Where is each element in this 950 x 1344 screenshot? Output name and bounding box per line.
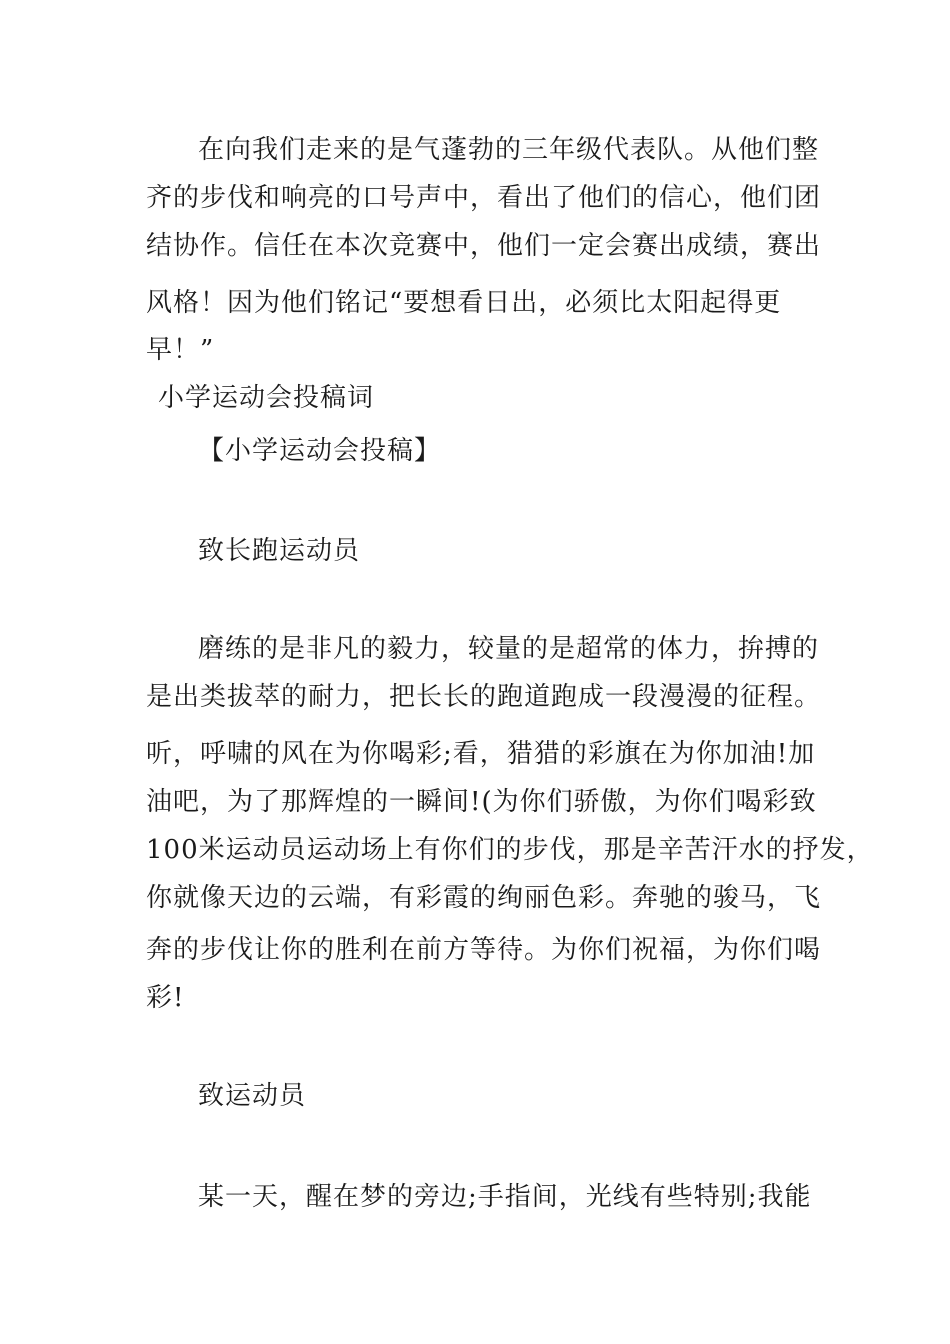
section-1-heading: 致长跑运动员 (198, 536, 361, 566)
paragraph-1-line-5: 早！” (146, 335, 215, 365)
section-1-line-8: 彩! (146, 983, 185, 1013)
section-2-line-1: 某一天，醒在梦的旁边;手指间，光线有些特别;我能 (198, 1182, 812, 1212)
paragraph-1-line-3: 结协作。信任在本次竞赛中，他们一定会赛出成绩，赛出 (146, 231, 822, 261)
paragraph-1-line-2: 齐的步伐和响亮的口号声中，看出了他们的信心，他们团 (146, 183, 822, 213)
document-subtitle: 【小学运动会投稿】 (198, 436, 442, 466)
paragraph-1-line-1: 在向我们走来的是气蓬勃的三年级代表队。从他们整 (198, 135, 820, 165)
section-1-line-5: 100米运动员运动场上有你们的步伐，那是辛苦汗水的抒发， (146, 835, 874, 865)
section-1-line-7: 奔的步伐让你的胜利在前方等待。为你们祝福，为你们喝 (146, 935, 822, 965)
paragraph-1-line-4: 风格！因为他们铭记“要想看日出，必须比太阳起得更 (146, 288, 782, 318)
document-title: 小学运动会投稿词 (158, 383, 375, 413)
section-1-line-2: 是出类拔萃的耐力，把长长的跑道跑成一段漫漫的征程。 (146, 682, 822, 712)
section-1-line-4: 油吧，为了那辉煌的一瞬间!(为你们骄傲，为你们喝彩致 (146, 787, 817, 817)
section-1-line-6: 你就像天边的云端，有彩霞的绚丽色彩。奔驰的骏马，飞 (146, 883, 822, 913)
section-1-line-1: 磨练的是非凡的毅力，较量的是超常的体力，拚搏的 (198, 634, 820, 664)
section-1-line-3: 听，呼啸的风在为你喝彩;看，猎猎的彩旗在为你加油!加 (146, 739, 816, 769)
section-2-heading: 致运动员 (198, 1081, 307, 1111)
